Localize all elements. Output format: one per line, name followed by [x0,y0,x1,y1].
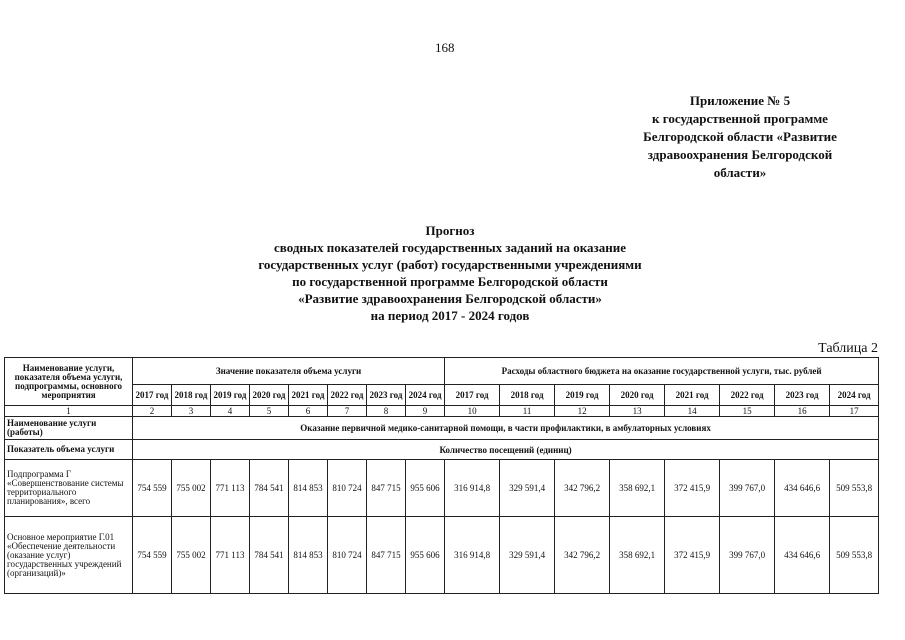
col-header-expense-year: 2018 год [500,385,555,406]
column-number: 11 [500,406,555,417]
col-header-volume-year: 2021 год [289,385,328,406]
col-header-volume-year: 2023 год [367,385,406,406]
service-value: Оказание первичной медико-санитарной помощи, в части профилактики, в амбулаторных условиях [133,417,879,440]
column-number: 7 [328,406,367,417]
title-line: Прогноз [425,223,475,238]
col-header-volume: Значение показателя объема услуги [133,358,445,385]
expense-value: 399 767,0 [720,460,775,517]
column-number: 4 [211,406,250,417]
expense-value: 509 553,8 [830,517,879,594]
col-header-expense-year: 2024 год [830,385,879,406]
column-number: 1 [5,406,133,417]
page-number: 168 [435,40,455,55]
column-number: 13 [610,406,665,417]
title-line: государственных услуг (работ) государственными учреждениями [258,257,642,272]
col-header-expense-year: 2019 год [555,385,610,406]
volume-value: 810 724 [328,517,367,594]
title-line: сводных показателей государственных заданий на оказание [274,240,626,255]
indicator-value: Количество посещений (единиц) [133,440,879,460]
col-header-volume-year: 2024 год [406,385,445,406]
row-label: Основное мероприятие Г.01 «Обеспечение деятельности (оказание услуг) государственных учреждений (организаций)» [5,517,133,594]
column-number: 9 [406,406,445,417]
expense-value: 316 914,8 [445,460,500,517]
expense-value: 358 692,1 [610,517,665,594]
volume-value: 847 715 [367,460,406,517]
col-header-volume-year: 2019 год [211,385,250,406]
appendix-line: Приложение № 5 [689,93,791,108]
column-number: 3 [172,406,211,417]
col-header-expense-year: 2020 год [610,385,665,406]
appendix-line: к государственной программе [652,111,828,126]
expense-value: 509 553,8 [830,460,879,517]
volume-value: 847 715 [367,517,406,594]
volume-value: 955 606 [406,460,445,517]
indicator-label: Показатель объема услуги [5,440,133,460]
col-header-volume-year: 2020 год [250,385,289,406]
expense-value: 342 796,2 [555,517,610,594]
volume-value: 784 541 [250,517,289,594]
expense-value: 372 415,9 [665,517,720,594]
col-header-expense: Расходы областного бюджета на оказание государственной услуги, тыс. рублей [445,358,879,385]
expense-value: 316 914,8 [445,517,500,594]
column-number: 2 [133,406,172,417]
expense-value: 434 646,6 [775,460,830,517]
title-line: на период 2017 - 2024 годов [370,308,530,323]
title-line: «Развитие здравоохранения Белгородской области» [298,291,602,306]
column-number: 5 [250,406,289,417]
col-header-expense-year: 2022 год [720,385,775,406]
volume-value: 754 559 [133,517,172,594]
volume-value: 755 002 [172,517,211,594]
volume-value: 771 113 [211,517,250,594]
col-header-name: Наименование услуги, показателя объема услуги, подпрограммы, основного мероприятия [5,358,133,406]
table-row [5,460,879,517]
expense-value: 434 646,6 [775,517,830,594]
volume-value: 784 541 [250,460,289,517]
appendix-line: области» [713,165,767,180]
column-number: 14 [665,406,720,417]
appendix-line: Белгородской области «Развитие [643,129,837,144]
volume-value: 955 606 [406,517,445,594]
volume-value: 771 113 [211,460,250,517]
column-number: 15 [720,406,775,417]
volume-value: 814 853 [289,517,328,594]
table-caption: Таблица 2 [818,341,878,356]
col-header-volume-year: 2022 год [328,385,367,406]
volume-value: 810 724 [328,460,367,517]
service-label: Наименование услуги (работы) [5,417,133,440]
expense-value: 372 415,9 [665,460,720,517]
expense-value: 342 796,2 [555,460,610,517]
document-title [160,222,740,324]
table-row [5,517,879,594]
forecast-table [4,357,879,594]
col-header-expense-year: 2023 год [775,385,830,406]
title-line: по государственной программе Белгородской области [292,274,608,289]
expense-value: 399 767,0 [720,517,775,594]
appendix-line: здравоохранения Белгородской [647,147,833,162]
column-number: 8 [367,406,406,417]
column-number: 16 [775,406,830,417]
volume-value: 754 559 [133,460,172,517]
col-header-expense-year: 2017 год [445,385,500,406]
column-number: 10 [445,406,500,417]
appendix-heading [600,92,880,182]
col-header-volume-year: 2017 год [133,385,172,406]
expense-value: 329 591,4 [500,460,555,517]
volume-value: 755 002 [172,460,211,517]
expense-value: 358 692,1 [610,460,665,517]
column-number: 6 [289,406,328,417]
row-label: Подпрограмма Г «Совершенствование системы территориального планирования», всего [5,460,133,517]
volume-value: 814 853 [289,460,328,517]
col-header-volume-year: 2018 год [172,385,211,406]
expense-value: 329 591,4 [500,517,555,594]
column-number: 12 [555,406,610,417]
column-number: 17 [830,406,879,417]
col-header-expense-year: 2021 год [665,385,720,406]
